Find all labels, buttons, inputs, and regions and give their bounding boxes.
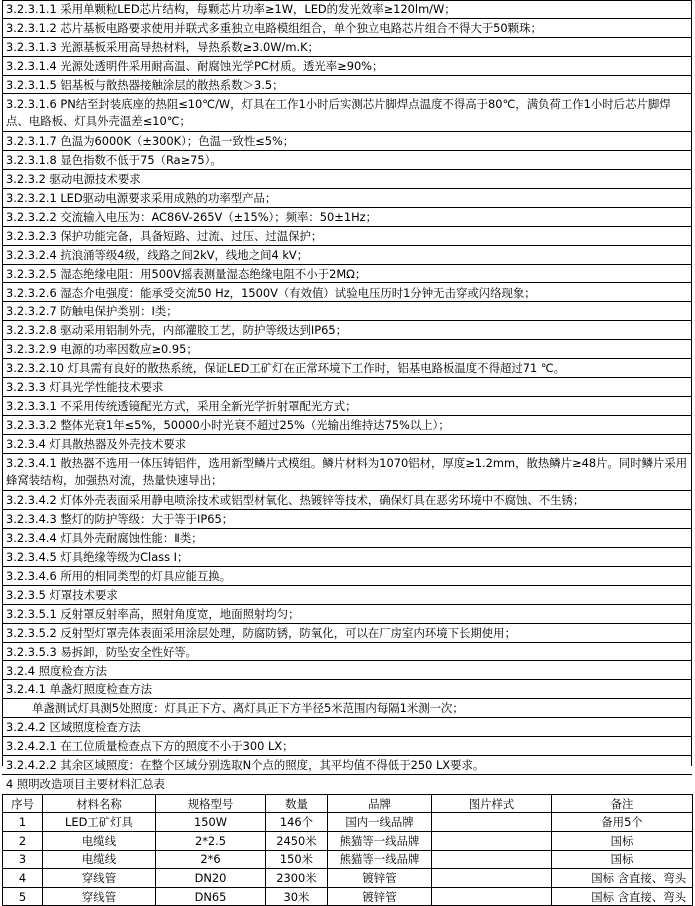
spec-heading: 3.2.4.2 区域照度检查方法 [2, 718, 692, 737]
header-cell: 规格型号 [156, 794, 266, 813]
spec-line: 3.2.3.4.4 灯具外壳耐腐蚀性能：Ⅱ类； [2, 529, 692, 548]
table-row [3, 831, 693, 850]
header-cell: 材料名称 [43, 794, 156, 813]
table-cell: 2300米 [266, 869, 328, 888]
table-cell: 国标 含直接、弯头 [552, 887, 693, 906]
table-cell: 熊猫等一线品牌 [328, 850, 432, 869]
header-cell: 序号 [3, 794, 43, 813]
spec-line: 3.2.4.2.1 在工位质量检查点下方的照度不小于300 LX； [2, 737, 692, 756]
spec-heading: 3.2.4 照度检查方法 [2, 662, 692, 681]
table-cell: 30米 [266, 887, 328, 906]
spec-line: 3.2.3.1.5 铝基板与散热器接触涂层的散热系数＞3.5； [2, 76, 692, 95]
spec-line: 单盏测试灯具测5处照度：灯具正下方、离灯具正下方半径5米范围内每隔1米测一次； [2, 699, 692, 718]
spec-line: 3.2.3.2.1 LED驱动电源要求采用成熟的功率型产品； [2, 189, 692, 208]
table-header-row [3, 794, 693, 813]
spec-line: 3.2.3.2.7 防触电保护类别：Ⅰ类； [2, 302, 692, 321]
spec-line: 3.2.4.2.2 其余区域照度：在整个区域分别选取N个点的照度，其平均值不得低于250 LX要求。 [2, 756, 692, 775]
table-cell: 1 [3, 813, 43, 832]
spec-line: 3.2.3.5.3 易拆卸，防坠安全性好等。 [2, 643, 692, 662]
table-caption: 4 照明改造项目主要材料汇总表 [6, 776, 165, 791]
table-row [3, 813, 693, 832]
spec-line: 3.2.3.1.1 采用单颗粒LED芯片结构，每颗芯片功率≥1W，LED的发光效率≥120lm/W； [2, 0, 692, 19]
table-cell: 镀锌管 [328, 869, 432, 888]
table-cell [432, 831, 552, 850]
table-cell [432, 813, 552, 832]
spec-line: 3.2.3.2.3 保护功能完备，具备短路、过流、过压、过温保护； [2, 227, 692, 246]
spec-line: 3.2.3.4.3 整灯的防护等级：大于等于IP65； [2, 510, 692, 529]
spec-line: 3.2.3.4.5 灯具绝缘等级为Class Ⅰ； [2, 548, 692, 567]
materials-table [2, 794, 693, 906]
spec-line: 3.2.3.2.5 湿态绝缘电阻：用500V摇表测量湿态绝缘电阻不小于2MΩ； [2, 265, 692, 284]
table-cell: LED工矿灯具 [43, 813, 156, 832]
spec-heading: 3.2.3.5 灯罩技术要求 [2, 586, 692, 605]
spec-line: 3.2.3.1.2 芯片基板电路要求使用并联式多重独立电路模组组合，单个独立电路芯片组合不得大于50颗珠； [2, 19, 692, 38]
table-cell: 2 [3, 831, 43, 850]
table-cell: 电缆线 [43, 831, 156, 850]
table-cell: 5 [3, 887, 43, 906]
table-cell: 4 [3, 869, 43, 888]
table-cell: 2450米 [266, 831, 328, 850]
spec-heading: 3.2.4.1 单盏灯照度检查方法 [2, 680, 692, 699]
table-cell: 镀锌管 [328, 887, 432, 906]
table-cell: 国标 含直接、弯头 [552, 869, 693, 888]
table-cell: 穿线管 [43, 869, 156, 888]
header-cell: 品牌 [328, 794, 432, 813]
spec-line: 3.2.3.1.4 光源处透明件采用耐高温、耐腐蚀光学PC材质。透光率≥90%； [2, 57, 692, 76]
spec-line: 3.2.3.4.1 散热器不选用一体压铸铝件，选用新型鳞片式模组。鳞片材料为1070铝材，厚度≥1.2mm，散热鳞片≥48片。同时鳞片采用蜂窝装结构，加强热对流，热量快速导出； [2, 454, 692, 492]
table-cell [432, 850, 552, 869]
spec-line: 3.2.3.3.1 不采用传统透镜配光方式，采用全新光学折射罩配光方式； [2, 397, 692, 416]
spec-line: 3.2.3.2.6 湿态介电强度：能承受交流50 Hz，1500V（有效值）试验电压历时1分钟无击穿或闪络现象； [2, 284, 692, 303]
table-cell: 备用5个 [552, 813, 693, 832]
table-cell [432, 887, 552, 906]
spec-heading: 3.2.3.2 驱动电源技术要求 [2, 170, 692, 189]
table-cell: 国内一线品牌 [328, 813, 432, 832]
table-row [3, 850, 693, 869]
table-cell: DN65 [156, 887, 266, 906]
table-cell: 146个 [266, 813, 328, 832]
table-cell [432, 869, 552, 888]
spec-heading: 3.2.3.4 灯具散热器及外壳技术要求 [2, 435, 692, 454]
table-cell: DN20 [156, 869, 266, 888]
spec-line: 3.2.3.2.9 电源的功率因数应≥0.95； [2, 340, 692, 359]
spec-line: 3.2.3.3.2 整体光衰1年≤5%，50000小时光衰不超过25%（光输出维持达75%以上）； [2, 416, 692, 435]
header-cell: 备注 [552, 794, 693, 813]
table-cell: 150W [156, 813, 266, 832]
table-cell: 穿线管 [43, 887, 156, 906]
spec-heading: 3.2.3.3 灯具光学性能技术要求 [2, 378, 692, 397]
spec-line: 3.2.3.2.8 驱动采用铝制外壳，内部灌胶工艺，防护等级达到IP65； [2, 321, 692, 340]
spec-line: 3.2.3.4.2 灯体外壳表面采用静电喷涂技术或铝型材氧化、热镀锌等技术，确保灯具在恶劣环境中不腐蚀、不生锈； [2, 491, 692, 510]
table-cell: 3 [3, 850, 43, 869]
spec-line: 3.2.3.5.2 反射型灯罩壳体表面采用涂层处理，防腐防锈，防氧化，可以在厂房室内环境下长期使用； [2, 624, 692, 643]
spec-line: 3.2.3.1.7 色温为6000K（±300K）；色温一致性≤5%； [2, 132, 692, 151]
table-cell: 熊猫等一线品牌 [328, 831, 432, 850]
spec-line: 3.2.3.2.2 交流输入电压为：AC86V-265V（±15%）；频率：50±1Hz； [2, 208, 692, 227]
table-row [3, 887, 693, 906]
spec-line: 3.2.3.2.10 灯具需有良好的散热系统，保证LED工矿灯在正常环境下工作时，铝基电路板温度不得超过71 ℃。 [2, 359, 692, 378]
spec-line: 3.2.3.1.6 PN结至封装底座的热阻≤10℃/W，灯具在工作1小时后实测芯片脚焊点温度不得高于80℃，满负荷工作1小时后芯片脚焊点、电路板、灯具外壳温差≤10℃； [2, 95, 692, 133]
table-cell: 国标 [552, 850, 693, 869]
table-cell: 2*2.5 [156, 831, 266, 850]
header-cell: 数量 [266, 794, 328, 813]
spec-line: 3.2.3.2.4 抗浪涌等级4级，线路之间2kV，线地之间4 kV； [2, 246, 692, 265]
table-cell: 国标 [552, 831, 693, 850]
spec-line: 3.2.3.5.1 反射罩反射率高，照射角度宽，地面照射均匀； [2, 605, 692, 624]
spec-line: 3.2.3.4.6 所用的相同类型的灯具应能互换。 [2, 567, 692, 586]
table-cell: 150米 [266, 850, 328, 869]
header-cell: 图片样式 [432, 794, 552, 813]
table-row [3, 869, 693, 888]
spec-line: 3.2.3.1.3 光源基板采用高导热材料，导热系数≥3.0W/m.K； [2, 38, 692, 57]
table-cell: 电缆线 [43, 850, 156, 869]
spec-line: 3.2.3.1.8 显色指数不低于75（Ra≥75）。 [2, 151, 692, 170]
table-cell: 2*6 [156, 850, 266, 869]
